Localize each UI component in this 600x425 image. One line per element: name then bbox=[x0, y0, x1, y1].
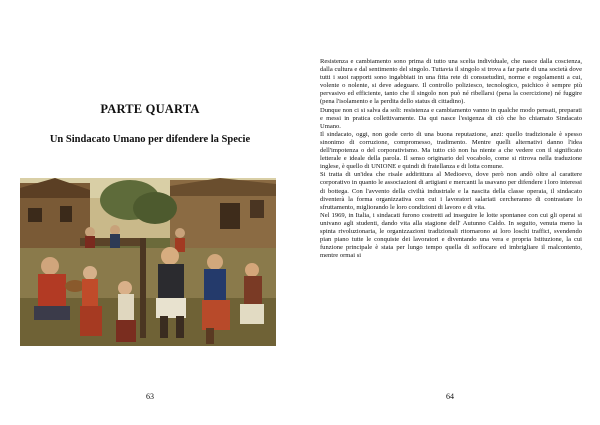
paragraph: Si tratta di un'idea che risale addirittura al Medioevo, dove però non andò oltre al carattere corporativo in quanto le associazioni di artigiani e mercanti la usavano per difendere i loro interessi di bottega. Con l'avvento della civiltà industriale e la nascita della classe operaia, il sindacato diventerà la forma organizzativa con cui i lavoratori salariati cercheranno di contrastare lo sfruttamento, migliorando le loro condizioni di lavoro e di vita. bbox=[320, 171, 582, 211]
right-page bbox=[300, 0, 600, 425]
page-number: 63 bbox=[146, 392, 154, 401]
part-title: PARTE QUARTA bbox=[100, 102, 200, 116]
page-number: 64 bbox=[446, 392, 454, 401]
paragraph: Resistenza e cambiamento sono prima di tutto una scelta individuale, che nasce dalla coscienza, dalla cultura e dal sentimento del singolo. Tuttavia il singolo si trova a far parte di una società dove tutti i suoi rapporti sono ingabbiati in una fitta rete di consuetudini, norme e regolamenti a cui, volente o nolente, si deve adeguare. Il controllo poliziesco, tecnologico, psichico è sempre più pervasivo ed efficiente, tanto che il singolo non può né ribellarsi (pena la coercizione) né fuggire (pena l'isolamento e la perdita dello status di cittadino). bbox=[320, 58, 582, 106]
part-subtitle: Un Sindacato Umano per difendere la Specie bbox=[49, 134, 251, 145]
paragraph: Il sindacato, oggi, non gode certo di una buona reputazione, anzi: quello tradizionale è spesso sinonimo di corruzione, compromesso, tradimento. Mentre quelli alternativi danno l'idea dell'impotenza o del corporativismo. Ma tutto ciò non ha niente a che vedere con il significato letterale e ideale della parola. Il senso originario del vocabolo, come si ritrova nella traduzione inglese, è quello di UNIONE e quindi di fratellanza e di lotta comune. bbox=[320, 130, 582, 171]
body-text bbox=[320, 58, 582, 260]
paragraph: Nel 1969, in Italia, i sindacati furono costretti ad inseguire le lotte spontanee con cui gli operai si univano agli studenti, dando vita alla stagione dell' Autunno Caldo. In seguito, venuta meno la spinta rivoluzionaria, le organizzazioni tradizionali ritornarono ai loro loschi traffici, svendendo pian piano tutte le conquiste dei lavoratori e diventando una vera e propria Istituzione, la cui funzione principale è stata per lungo tempo quella di soffocare ed imbrigliare il malcontento, mentre ormai si bbox=[320, 211, 582, 260]
peasant-dance-painting bbox=[20, 178, 276, 346]
paragraph: Dunque non ci si salva da soli: resistenza e cambiamento vanno in qualche modo pensati, preparati e messi in pratica collettivamente. Da qui nasce l'esigenza di ciò che ho chiamato Sindacato Umano. bbox=[320, 106, 582, 130]
